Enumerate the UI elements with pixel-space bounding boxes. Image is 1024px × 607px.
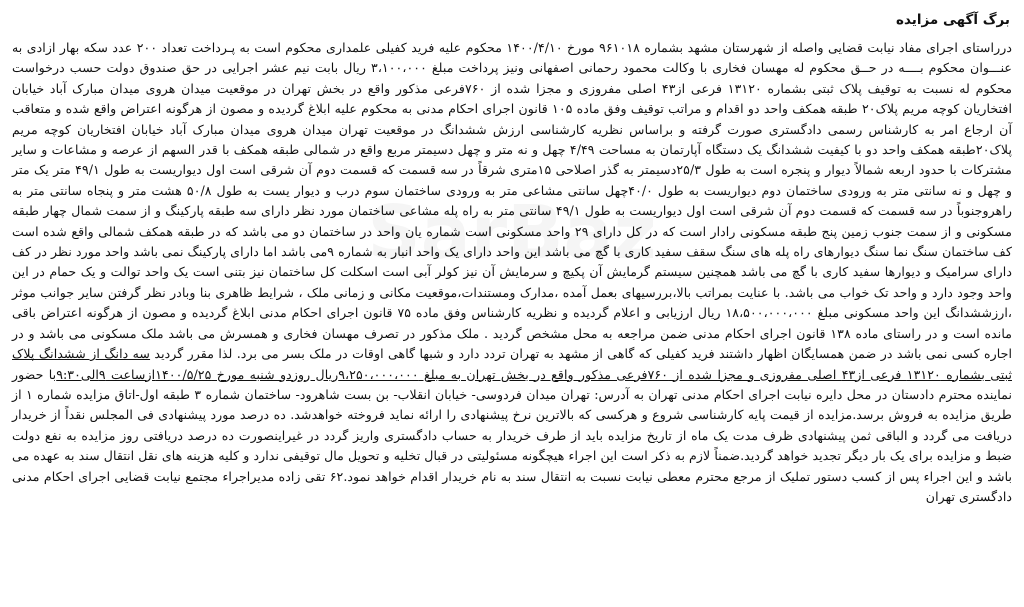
notice-body — [12, 38, 1012, 507]
notice-title: برگ آگهی مزایده — [896, 12, 1010, 28]
notice-paragraph-conditions: با حضور نماینده محترم دادستان در محل دایره نیابت اجرای احکام مدنی تهران به آدرس: تهران میدان فردوسی- خیابان انقلاب- بن بست شاهرود- ساختمان شماره ۳ طبقه اول-اتاق مزایده شماره ۱ از طریق مزایده به فروش برسد.مزایده از قیمت پایه کارشناسی شروع و هرکسی که بالاترین نرخ پیشنهادی را ارائه نماید فروخته خواهدشد. ده درصد مورد پیشنهادی فی المجلس نقداً از خریدار دریافت می گردد و الباقی ثمن پیشنهادی ظرف مدت یک ماه از تاریخ مزایده باید از طرف خریدار به حساب دادگستری واریز گردد در غیراینصورت ده درصد دریافتی روز مزایده به نفع دولت ضبط و مزایده برای یک بار دیگر تجدید خواهد گردید.ضمناً لازم به ذکر است این اجراء هیچگونه مسئولیتی در قبال تخلیه و تحویل مال توقیفی ندارد و کلیه هزینه های نقل انتقال سند به عهده می باشد و این اجراء پس از کسب دستور تملیک از مرجع محترم معطی نیابت نسبت به انتقال سند به نام خریدار اقدام خواهد نمود.۶۲ تقی زاده مدیراجراء مجتمع نیابت قضایی اجرای احکام مدنی دادگستری تهران — [12, 366, 1012, 504]
notice-paragraph-main: درراستای اجرای مفاد نیابت قضایی واصله از شهرستان مشهد بشماره ۹۶۱۰۱۸ مورخ ۱۴۰۰/۴/۱۰ محکوم علیه فرید کفیلی علمداری محکوم است به پـرداخت تعداد ۲۰۰ عدد سکه بهار ازادی به عنـــوان محکوم بــــه در حــق محکوم له مهسان فخاری با وکالت محمود رحمانی اصفهانی ونیز پرداخت مبلغ ۳،۱۰۰،۰۰۰ ریال بابت نیم عشر اجرایی در حق صندوق دولت حسب درخواست محکوم له نسبت به توقیف پلاک ثبتی بشماره ۱۳۱۲۰ فرعی از۴۳ اصلی مفروزی و مجزا شده از ۷۶۰فرعی مذکور واقع در بخش تهران در موقعیت میدان هروی میدان مبارک آباد خیابان افتخاریان کوچه مریم پلاک۲۰ طبقه همکف واحد دو اقدام و مراتب توقیف وفق ماده ۱۰۵ قانون اجرای احکام مدنی به محکوم علیه ابلاغ گردیده و مصون از هرگونه اعتراض واقع شده و متعاقب آن ارجاع امر به کارشناس رسمی دادگستری صورت گرفته و براساس نظریه کارشناسی ارزش ششدانگ در موقعیت تهران میدان هروی میدان مبارک آباد خیابان افتخاریان کوچه مریم پلاک۲۰طبقه همکف واحد دو با کیفیت ششدانگ یک دستگاه آپارتمان به مساحت ۴/۴۹ چهل و نه متر و چهل دسیمتر مربع واقع در شمالی طبقه همکف با قدر السهم از عرصه و مشاعات و سایر مشترکات با حدود اربعه شمالاً دیوار و پنجره است به طول ۲۵/۳دسیمتر به گذر اصلاحی ۱۵متری شرقاً در سه قسمت که قسمت دوم آن شرقی است اول دیواریست به طول ۴۹/۱ متر یک متر و چهل و نه سانتی متر به ورودی ساختمان دوم دیواریست به طول ۴۰/۰چهل سانتی مشاعی متر به ورودی ساختمان سوم درب و دیوار یست به طول ۵۰/۸ هشت متر و پنجاه سانتی متر به راهروجنوباً در سه قسمت که قسمت دوم آن شرقی است اول دیواریست به طول ۴۹/۱ سانتی متر به راه پله مشاعی ساختمان مورد نظر دارای سه طبقه پارکینگ و از سمت شمال چهار طبقه مسکونی و از سمت جنوب زمین پنج طبقه مسکونی رادار است که در کل دارای ۲۹ واحد مسکونی است شماره یان واحد در ساختمان دو می باشد که در طبقه همکف شمالی واقع شده است کف ساختمان سنگ نما سنگ دیوارهای راه پله های سنگ سقف سفید کاری با گچ می باشد این واحد دارای یک واحد انبار به شماره ۹می باشد اما دارای پارکینگ نمی باشد واحد مورد نظر در کف دارای سرامیک و دیوارها سفید کاری با گچ می باشد همچنین سیستم گرمایش آن پکیچ و سرمایش آن نیز کولر آبی است اسکلت کل ساختمان نیز بتنی است یک واحد توالت و یک حمام در این واحد وجود دارد و واحد تک خواب می باشد. با عنایت بمراتب بالا،بررسیهای بعمل آمده ،مدارک ومستندات،موقعیت مکانی و زمانی ملک ، شرایط ظاهری بنا وبادر نظر گرفتن سایر جوانب موثر ،ارزششدانگ این واحد مسکونی مبلغ ۱۸،۵۰۰،۰۰۰،۰۰۰ ریال ارزیابی و اعلام گردیده و نظریه کارشناس وفق ماده ۷۵ قانون اجرای احکام مدنی ابلاغ گردیده و مصون از هرگونه اعتراض باقی مانده است و در راستای ماده ۱۳۸ قانون اجرای احکام مدنی ضمن مراجعه به محل مشخص گردید . ملک مذکور در تصرف مهسان فخاری و همسرش می باشد ملک مسکونی می باشد و در اجاره کسی نمی باشد در ضمن همسایگان اظهار داشتند فرید کفیلی که گاهی از مشهد به تهران تردد دارد و شبها گاهی اوقات در ملک بسر می برد. لذا مقرر گردید — [12, 40, 1013, 362]
notice-paragraph-auction-terms: سه دانگ از ششدانگ پلاک ثبتی بشماره ۱۳۱۲۰ فرعی از۴۳ اصلی مفروزی و مجزا شده از ۷۶۰فرعی مذکور واقع در بخش تهران به مبلغ ۹،۲۵۰،۰۰۰،۰۰۰ریال روزدو شنبه مورخ ۱۴۰۰/۵/۲۵ازساعت ۹الی۹:۳۰ — [12, 346, 1012, 382]
